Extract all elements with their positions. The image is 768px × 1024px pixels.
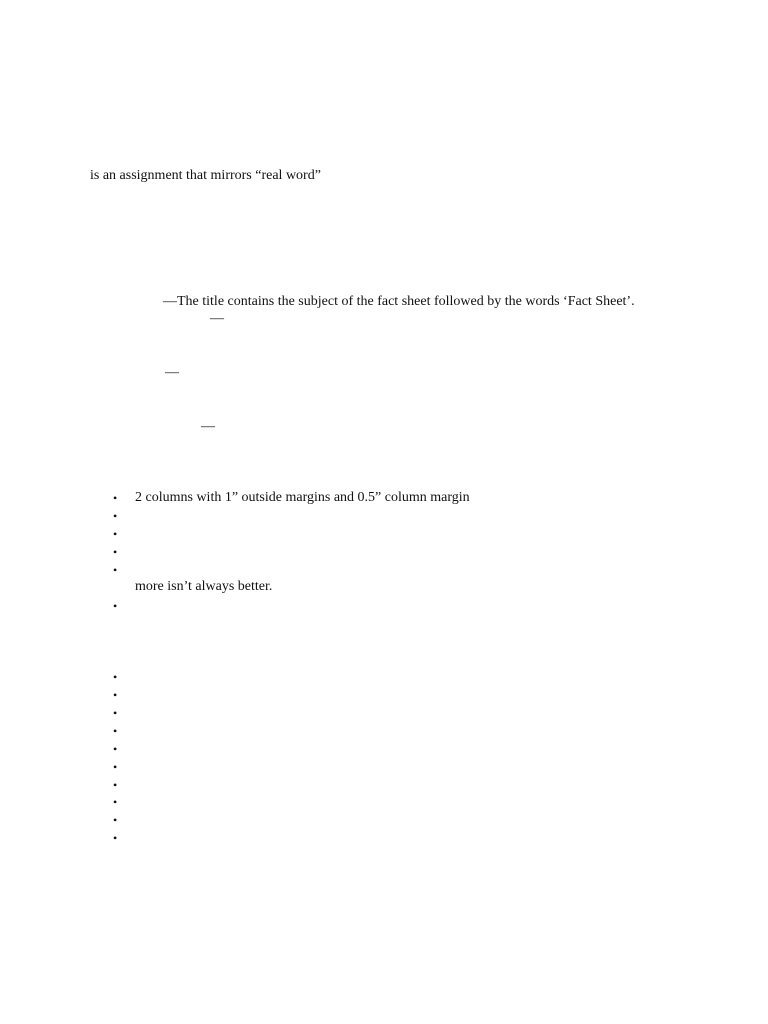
bullet-icon: • — [113, 563, 118, 577]
title-description: —The title contains the subject of the fact sheet followed by the words ‘Fact Sheet’. — [163, 294, 635, 309]
bullet-icon: • — [113, 670, 118, 684]
bullet-icon: • — [113, 760, 118, 774]
em-dash: — — [201, 419, 215, 434]
bullet-icon: • — [113, 831, 118, 845]
bullet-icon: • — [113, 509, 118, 523]
bullet-icon: • — [113, 742, 118, 756]
em-dash: — — [165, 365, 179, 380]
bullet-icon: • — [113, 545, 118, 559]
bullet-icon: • — [113, 795, 118, 809]
list-item-continuation: more isn’t always better. — [135, 579, 273, 594]
bullet-icon: • — [113, 706, 118, 720]
bullet-icon: • — [113, 599, 118, 613]
bullet-icon: • — [113, 491, 118, 505]
bullet-icon: • — [113, 778, 118, 792]
intro-text: is an assignment that mirrors “real word” — [90, 168, 321, 183]
bullet-icon: • — [113, 813, 118, 827]
bullet-icon: • — [113, 527, 118, 541]
list-item: 2 columns with 1” outside margins and 0.5” column margin — [135, 490, 470, 505]
em-dash: — — [210, 311, 224, 326]
bullet-icon: • — [113, 724, 118, 738]
bullet-icon: • — [113, 688, 118, 702]
